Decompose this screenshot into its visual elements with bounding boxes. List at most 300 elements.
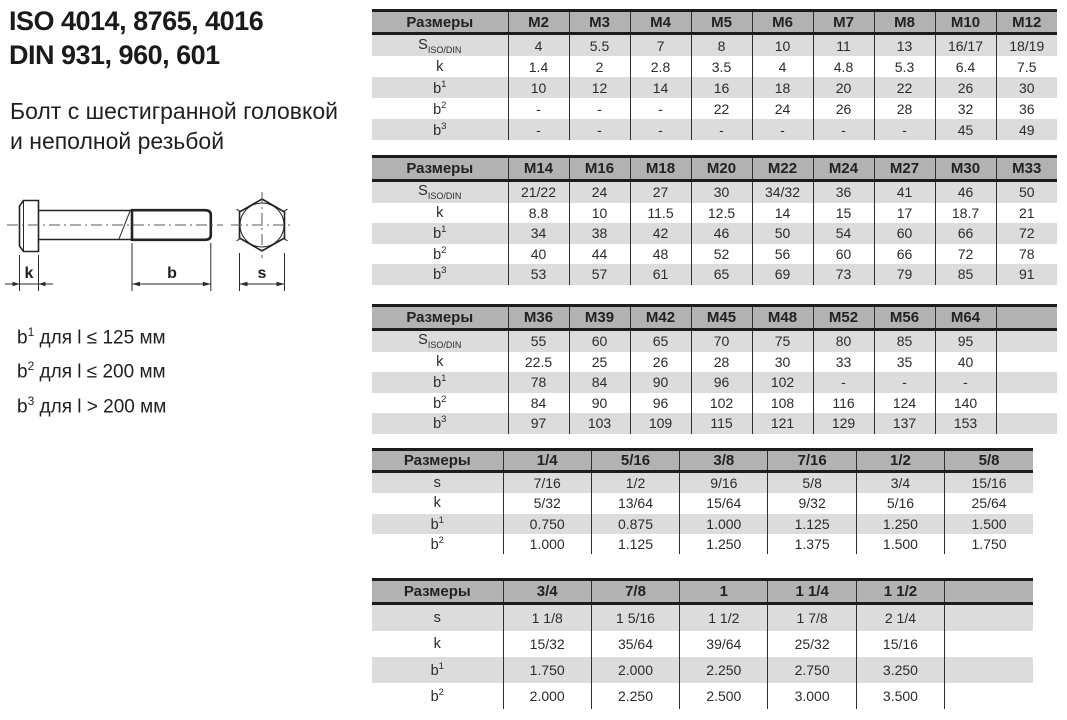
value-cell: 129 — [813, 413, 874, 434]
value-cell: 20 — [813, 77, 874, 98]
row-label: $b^1$ — [372, 77, 508, 98]
col-header-empty — [996, 306, 1057, 330]
value-cell: 16/17 — [935, 34, 996, 57]
col-header-3-8: 3/8 — [680, 450, 768, 472]
value-cell: 5/16 — [856, 493, 944, 513]
table-row — [372, 203, 1057, 224]
value-cell: 0.750 — [503, 514, 591, 534]
corner-header-sizes: Размеры — [372, 450, 503, 472]
value-cell: 15/16 — [856, 631, 944, 657]
value-cell: 5/8 — [768, 472, 856, 494]
value-cell: 35/64 — [591, 631, 679, 657]
value-cell: 18.7 — [935, 203, 996, 224]
value-cell: 25/64 — [945, 493, 1033, 513]
value-cell: 1.125 — [768, 514, 856, 534]
row-label: k — [372, 493, 503, 513]
header-row — [372, 306, 1057, 330]
table-slot-metric-1 — [372, 9, 1057, 140]
value-cell: 14 — [630, 77, 691, 98]
col-header-empty — [945, 580, 1033, 604]
value-cell: 30 — [752, 352, 813, 373]
value-cell: 34/32 — [752, 181, 813, 203]
col-header-M45: M45 — [691, 306, 752, 330]
value-cell: 72 — [935, 244, 996, 265]
col-header-3-4: 3/4 — [503, 580, 591, 604]
value-cell: 4.8 — [813, 56, 874, 77]
value-cell: 42 — [630, 223, 691, 244]
col-header-1: 1 — [680, 580, 768, 604]
value-cell: 1/2 — [591, 472, 679, 494]
value-cell: 90 — [630, 372, 691, 393]
corner-header-sizes: Размеры — [372, 306, 508, 330]
empty-cell — [945, 631, 1033, 657]
hex-chamfer-tick-bl — [237, 238, 241, 240]
value-cell: 55 — [508, 330, 569, 352]
col-header-M12: M12 — [996, 11, 1057, 34]
value-cell: 13/64 — [591, 493, 679, 513]
col-header-M22: M22 — [752, 157, 813, 181]
value-cell: 103 — [569, 413, 630, 434]
col-header-M5: M5 — [691, 11, 752, 34]
thread-length-notes — [17, 318, 166, 421]
value-cell: 9/32 — [768, 493, 856, 513]
empty-cell — [996, 393, 1057, 414]
value-cell: 38 — [569, 223, 630, 244]
col-header-M4: M4 — [630, 11, 691, 34]
value-cell: - — [630, 119, 691, 140]
row-label: k — [372, 56, 508, 77]
col-header-5-16: 5/16 — [591, 450, 679, 472]
value-cell: 11 — [813, 34, 874, 57]
row-label: $b^1$ — [372, 657, 503, 683]
value-cell: 66 — [935, 223, 996, 244]
value-cell: 153 — [935, 413, 996, 434]
table-row — [372, 472, 1033, 494]
table-row — [372, 352, 1057, 373]
value-cell: 39/64 — [680, 631, 768, 657]
table-row — [372, 413, 1057, 434]
value-cell: 24 — [752, 98, 813, 119]
table-row — [372, 56, 1057, 77]
value-cell: 15 — [813, 203, 874, 224]
value-cell: 25/32 — [768, 631, 856, 657]
value-cell: 102 — [691, 393, 752, 414]
value-cell: 66 — [874, 244, 935, 265]
size-table-metric-3 — [372, 304, 1057, 434]
col-header-M42: M42 — [630, 306, 691, 330]
table-row — [372, 514, 1033, 534]
value-cell: 25 — [569, 352, 630, 373]
col-header-M27: M27 — [874, 157, 935, 181]
row-label: $S_{ISO/DIN}$ — [372, 181, 508, 203]
value-cell: 78 — [996, 244, 1057, 265]
row-label: $b^3$ — [372, 264, 508, 285]
value-cell: 95 — [935, 330, 996, 352]
note-line-3: $b^3$ для l > 200 мм — [17, 393, 167, 417]
value-cell: 1.4 — [508, 56, 569, 77]
value-cell: 70 — [691, 330, 752, 352]
value-cell: 7.5 — [996, 56, 1057, 77]
value-cell: 1.750 — [503, 657, 591, 683]
value-cell: 11.5 — [630, 203, 691, 224]
header-row — [372, 450, 1033, 472]
table-row — [372, 372, 1057, 393]
value-cell: 2.250 — [591, 683, 679, 709]
table-row — [372, 264, 1057, 285]
value-cell: 5.3 — [874, 56, 935, 77]
col-header-5-8: 5/8 — [945, 450, 1033, 472]
value-cell: - — [508, 98, 569, 119]
value-cell: 34 — [508, 223, 569, 244]
value-cell: 1 5/16 — [591, 604, 679, 632]
row-label: $b^2$ — [372, 683, 503, 709]
value-cell: 85 — [874, 330, 935, 352]
value-cell: - — [691, 119, 752, 140]
row-label: $b^1$ — [372, 514, 503, 534]
value-cell: 85 — [935, 264, 996, 285]
value-cell: 12.5 — [691, 203, 752, 224]
empty-cell — [945, 683, 1033, 709]
value-cell: 1.000 — [680, 514, 768, 534]
row-label: s — [372, 604, 503, 632]
table-row — [372, 119, 1057, 140]
value-cell: 0.875 — [591, 514, 679, 534]
value-cell: 65 — [691, 264, 752, 285]
header-row — [372, 157, 1057, 181]
value-cell: 115 — [691, 413, 752, 434]
value-cell: 44 — [569, 244, 630, 265]
value-cell: 52 — [691, 244, 752, 265]
value-cell: 3.500 — [856, 683, 944, 709]
value-cell: 72 — [996, 223, 1057, 244]
value-cell: 60 — [569, 330, 630, 352]
value-cell: 78 — [508, 372, 569, 393]
value-cell: 5/32 — [503, 493, 591, 513]
value-cell: 1 1/2 — [680, 604, 768, 632]
table-row — [372, 604, 1033, 632]
value-cell: 3/4 — [856, 472, 944, 494]
col-header-M7: M7 — [813, 11, 874, 34]
value-cell: 1 7/8 — [768, 604, 856, 632]
value-cell: - — [508, 119, 569, 140]
row-label: $b^1$ — [372, 372, 508, 393]
col-header-M36: M36 — [508, 306, 569, 330]
value-cell: 96 — [691, 372, 752, 393]
value-cell: 6.4 — [935, 56, 996, 77]
value-cell: 1.500 — [945, 514, 1033, 534]
table-row — [372, 493, 1033, 513]
row-label: $b^2$ — [372, 98, 508, 119]
value-cell: 80 — [813, 330, 874, 352]
value-cell: 1.000 — [503, 534, 591, 554]
value-cell: 7 — [630, 34, 691, 57]
col-header-7-16: 7/16 — [768, 450, 856, 472]
value-cell: - — [935, 372, 996, 393]
col-header-1-4: 1/4 — [503, 450, 591, 472]
value-cell: 60 — [874, 223, 935, 244]
value-cell: 18 — [752, 77, 813, 98]
product-description — [10, 96, 338, 156]
row-label: $b^2$ — [372, 534, 503, 554]
value-cell: 28 — [691, 352, 752, 373]
note-line-1: $b^1$ для l ≤ 125 мм — [17, 325, 166, 349]
empty-cell — [996, 413, 1057, 434]
size-table-metric-1 — [372, 9, 1057, 140]
value-cell: - — [813, 119, 874, 140]
row-label: $S_{ISO/DIN}$ — [372, 34, 508, 57]
row-label: k — [372, 203, 508, 224]
value-cell: 1 1/8 — [503, 604, 591, 632]
value-cell: 116 — [813, 393, 874, 414]
col-header-1-1-2: 1 1/2 — [856, 580, 944, 604]
value-cell: 12 — [569, 77, 630, 98]
col-header-7-8: 7/8 — [591, 580, 679, 604]
col-header-M18: M18 — [630, 157, 691, 181]
value-cell: 4 — [508, 34, 569, 57]
value-cell: 26 — [630, 352, 691, 373]
value-cell: 41 — [874, 181, 935, 203]
value-cell: 75 — [752, 330, 813, 352]
value-cell: 36 — [813, 181, 874, 203]
value-cell: 3.250 — [856, 657, 944, 683]
value-cell: 2.750 — [768, 657, 856, 683]
value-cell: 48 — [630, 244, 691, 265]
value-cell: 27 — [630, 181, 691, 203]
value-cell: 3.000 — [768, 683, 856, 709]
hex-chamfer-tick-tl — [237, 209, 241, 211]
value-cell: 26 — [813, 98, 874, 119]
value-cell: 69 — [752, 264, 813, 285]
s-arrow-left — [240, 282, 248, 287]
value-cell: 109 — [630, 413, 691, 434]
value-cell: 84 — [569, 372, 630, 393]
row-label: $b^1$ — [372, 223, 508, 244]
row-label: $b^3$ — [372, 413, 508, 434]
b-dim-label: b — [167, 265, 177, 282]
row-label: $S_{ISO/DIN}$ — [372, 330, 508, 352]
value-cell: 60 — [813, 244, 874, 265]
value-cell: 2.000 — [591, 657, 679, 683]
table-row — [372, 223, 1057, 244]
col-header-M16: M16 — [569, 157, 630, 181]
col-header-M6: M6 — [752, 11, 813, 34]
value-cell: 79 — [874, 264, 935, 285]
value-cell: 2 — [569, 56, 630, 77]
value-cell: 96 — [630, 393, 691, 414]
value-cell: 21 — [996, 203, 1057, 224]
table-row — [372, 330, 1057, 352]
value-cell: 61 — [630, 264, 691, 285]
value-cell: 15/16 — [945, 472, 1033, 494]
row-label: k — [372, 352, 508, 373]
col-header-M14: M14 — [508, 157, 569, 181]
value-cell: 3.5 — [691, 56, 752, 77]
value-cell: 1.500 — [856, 534, 944, 554]
value-cell: 73 — [813, 264, 874, 285]
description-line-2: и неполной резьбой — [10, 128, 225, 154]
value-cell: 9/16 — [680, 472, 768, 494]
value-cell: 24 — [569, 181, 630, 203]
value-cell: 16 — [691, 77, 752, 98]
table-row — [372, 631, 1033, 657]
value-cell: 5.5 — [569, 34, 630, 57]
value-cell: 10 — [752, 34, 813, 57]
value-cell: 30 — [691, 181, 752, 203]
value-cell: - — [569, 119, 630, 140]
value-cell: 2.000 — [503, 683, 591, 709]
value-cell: 1.125 — [591, 534, 679, 554]
b-arrow-left — [132, 282, 140, 287]
value-cell: 46 — [691, 223, 752, 244]
empty-cell — [996, 352, 1057, 373]
col-header-M30: M30 — [935, 157, 996, 181]
corner-header-sizes: Размеры — [372, 11, 508, 34]
b-arrow-right — [203, 282, 211, 287]
value-cell: 56 — [752, 244, 813, 265]
value-cell: 108 — [752, 393, 813, 414]
empty-cell — [945, 657, 1033, 683]
row-label: k — [372, 631, 503, 657]
header-row — [372, 580, 1033, 604]
value-cell: 28 — [874, 98, 935, 119]
col-header-M52: M52 — [813, 306, 874, 330]
note-line-2: $b^2$ для l ≤ 200 мм — [17, 359, 166, 383]
value-cell: 21/22 — [508, 181, 569, 203]
value-cell: - — [630, 98, 691, 119]
value-cell: 40 — [935, 352, 996, 373]
table-row — [372, 657, 1033, 683]
value-cell: 124 — [874, 393, 935, 414]
value-cell: 53 — [508, 264, 569, 285]
value-cell: - — [813, 372, 874, 393]
table-slot-metric-3 — [372, 304, 1057, 434]
value-cell: 1.750 — [945, 534, 1033, 554]
s-dim-label: s — [257, 265, 267, 282]
bolt-head-outline — [20, 201, 39, 252]
value-cell: - — [874, 372, 935, 393]
empty-cell — [945, 604, 1033, 632]
value-cell: 50 — [752, 223, 813, 244]
value-cell: 18/19 — [996, 34, 1057, 57]
size-table-metric-2 — [372, 155, 1057, 285]
col-header-M2: M2 — [508, 11, 569, 34]
value-cell: 2.250 — [680, 657, 768, 683]
value-cell: 22 — [691, 98, 752, 119]
value-cell: 10 — [569, 203, 630, 224]
col-header-M3: M3 — [569, 11, 630, 34]
table-slot-inch-2 — [372, 578, 1033, 709]
col-header-1-2: 1/2 — [856, 450, 944, 472]
value-cell: 26 — [935, 77, 996, 98]
value-cell: 17 — [874, 203, 935, 224]
value-cell: 65 — [630, 330, 691, 352]
value-cell: 90 — [569, 393, 630, 414]
value-cell: 30 — [996, 77, 1057, 98]
row-label: $b^3$ — [372, 119, 508, 140]
value-cell: 1.250 — [680, 534, 768, 554]
table-row — [372, 393, 1057, 414]
col-header-M24: M24 — [813, 157, 874, 181]
col-header-M64: M64 — [935, 306, 996, 330]
table-row — [372, 534, 1033, 554]
value-cell: 32 — [935, 98, 996, 119]
value-cell: 22 — [874, 77, 935, 98]
table-row — [372, 98, 1057, 119]
col-header-1-1-4: 1 1/4 — [768, 580, 856, 604]
value-cell: 35 — [874, 352, 935, 373]
col-header-M56: M56 — [874, 306, 935, 330]
value-cell: 102 — [752, 372, 813, 393]
header-row — [372, 11, 1057, 34]
row-label: $b^2$ — [372, 244, 508, 265]
col-header-M48: M48 — [752, 306, 813, 330]
value-cell: 33 — [813, 352, 874, 373]
s-arrow-right — [277, 282, 285, 287]
col-header-M33: M33 — [996, 157, 1057, 181]
value-cell: 49 — [996, 119, 1057, 140]
size-table-inch-1 — [372, 448, 1033, 554]
value-cell: 2.500 — [680, 683, 768, 709]
size-table-inch-2 — [372, 578, 1033, 709]
value-cell: 40 — [508, 244, 569, 265]
table-row — [372, 683, 1033, 709]
value-cell: 84 — [508, 393, 569, 414]
value-cell: 4 — [752, 56, 813, 77]
value-cell: 8.8 — [508, 203, 569, 224]
value-cell: 2.8 — [630, 56, 691, 77]
value-cell: 91 — [996, 264, 1057, 285]
value-cell: 121 — [752, 413, 813, 434]
k-arrow-left — [13, 282, 20, 287]
value-cell: 13 — [874, 34, 935, 57]
row-label: s — [372, 472, 503, 494]
value-cell: 10 — [508, 77, 569, 98]
value-cell: - — [752, 119, 813, 140]
value-cell: 1.250 — [856, 514, 944, 534]
value-cell: 8 — [691, 34, 752, 57]
value-cell: 137 — [874, 413, 935, 434]
value-cell: 1.375 — [768, 534, 856, 554]
standards-title — [9, 4, 263, 72]
value-cell: 14 — [752, 203, 813, 224]
corner-header-sizes: Размеры — [372, 157, 508, 181]
value-cell: 97 — [508, 413, 569, 434]
value-cell: 54 — [813, 223, 874, 244]
empty-cell — [996, 372, 1057, 393]
table-row — [372, 181, 1057, 203]
bolt-technical-drawing — [0, 188, 310, 300]
value-cell: 45 — [935, 119, 996, 140]
k-dim-label: k — [24, 265, 34, 282]
value-cell: 15/64 — [680, 493, 768, 513]
description-line-1: Болт с шестигранной головкой — [10, 98, 338, 124]
hex-chamfer-tick-br — [284, 238, 288, 240]
table-slot-metric-2 — [372, 155, 1057, 285]
empty-cell — [996, 330, 1057, 352]
k-arrow-right — [39, 282, 46, 287]
din-standards-line: DIN 931, 960, 601 — [9, 40, 220, 70]
value-cell: 57 — [569, 264, 630, 285]
value-cell: 15/32 — [503, 631, 591, 657]
value-cell: - — [874, 119, 935, 140]
col-header-M8: M8 — [874, 11, 935, 34]
col-header-M20: M20 — [691, 157, 752, 181]
value-cell: 2 1/4 — [856, 604, 944, 632]
value-cell: 50 — [996, 181, 1057, 203]
table-row — [372, 77, 1057, 98]
value-cell: 7/16 — [503, 472, 591, 494]
table-row — [372, 244, 1057, 265]
